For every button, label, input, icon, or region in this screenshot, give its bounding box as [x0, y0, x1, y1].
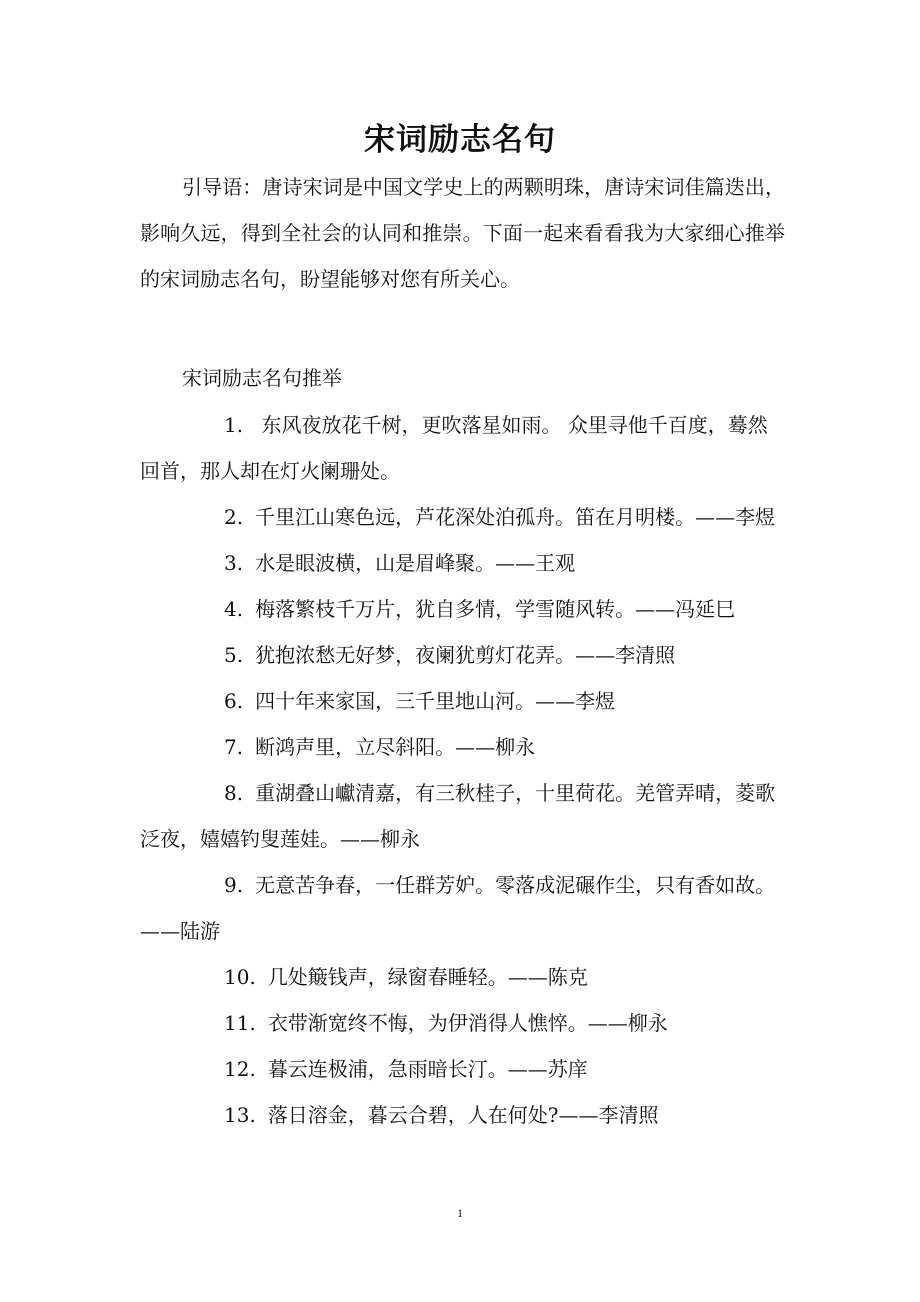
- item-text: 暮云连极浦，急雨暗长汀。——苏庠: [267, 1057, 588, 1081]
- quote-list: [140, 402, 785, 1138]
- list-item: [140, 1000, 785, 1046]
- list-item: [140, 540, 785, 586]
- item-text: 犹抱浓愁无好梦，夜阑犹剪灯花弄。——李清照: [255, 643, 676, 667]
- item-number: 3.: [224, 551, 244, 575]
- item-text: 千里江山寒色远，芦花深处泊孤舟。笛在月明楼。——李煜: [255, 505, 776, 529]
- list-item: [140, 954, 785, 1000]
- list-item: [140, 1092, 785, 1138]
- item-number: 13.: [224, 1103, 256, 1127]
- list-item: [140, 586, 785, 632]
- item-text: 几处簸钱声，绿窗春睡轻。——陈克: [267, 965, 588, 989]
- page-number: 1: [457, 1206, 463, 1220]
- list-item: [140, 724, 785, 770]
- item-text: 重湖叠山巘清嘉，有三秋桂子，十里荷花。羌管弄晴，菱歌泛夜，嬉嬉钓叟莲娃。——柳永: [140, 781, 776, 851]
- item-number: 10.: [224, 965, 256, 989]
- item-text: 无意苦争春，一任群芳妒。零落成泥碾作尘，只有香如故。——陆游: [140, 873, 776, 943]
- document-title: 宋词励志名句: [364, 122, 556, 158]
- item-text: 断鸿声里，立尽斜阳。——柳永: [255, 735, 536, 759]
- intro-paragraph: 引导语：唐诗宋词是中国文学史上的两颗明珠，唐诗宋词佳篇迭出，影响久远，得到全社会的认同和推崇。下面一起来看看我为大家细心推举的宋词励志名句，盼望能够对您有所关心。: [140, 175, 785, 291]
- item-text: 东风夜放花千树，更吹落星如雨。 众里寻他千百度，蓦然回首，那人却在灯火阑珊处。: [140, 413, 768, 483]
- item-number: 12.: [224, 1057, 256, 1081]
- list-item: [140, 1046, 785, 1092]
- item-text: 四十年来家国，三千里地山河。——李煜: [255, 689, 616, 713]
- section-heading: 宋词励志名句推举: [182, 366, 342, 390]
- item-text: 衣带渐宽终不悔，为伊消得人憔悴。——柳永: [267, 1011, 668, 1035]
- item-number: 9.: [224, 873, 244, 897]
- list-item: [140, 678, 785, 724]
- list-item: [140, 632, 785, 678]
- list-item: [140, 402, 785, 494]
- list-item: [140, 770, 785, 862]
- item-text: 水是眼波横，山是眉峰聚。——王观: [255, 551, 576, 575]
- item-number: 2.: [224, 505, 244, 529]
- item-number: 6.: [224, 689, 244, 713]
- item-text: 落日溶金，暮云合碧，人在何处?——李清照: [267, 1103, 659, 1127]
- item-text: 梅落繁枝千万片，犹自多情，学雪随风转。——冯延巳: [255, 597, 736, 621]
- list-item: [140, 494, 785, 540]
- list-item: [140, 862, 785, 954]
- item-number: 1.: [224, 413, 244, 437]
- item-number: 5.: [224, 643, 244, 667]
- item-number: 11.: [224, 1011, 256, 1035]
- item-number: 8.: [224, 781, 244, 805]
- item-number: 7.: [224, 735, 244, 759]
- item-number: 4.: [224, 597, 244, 621]
